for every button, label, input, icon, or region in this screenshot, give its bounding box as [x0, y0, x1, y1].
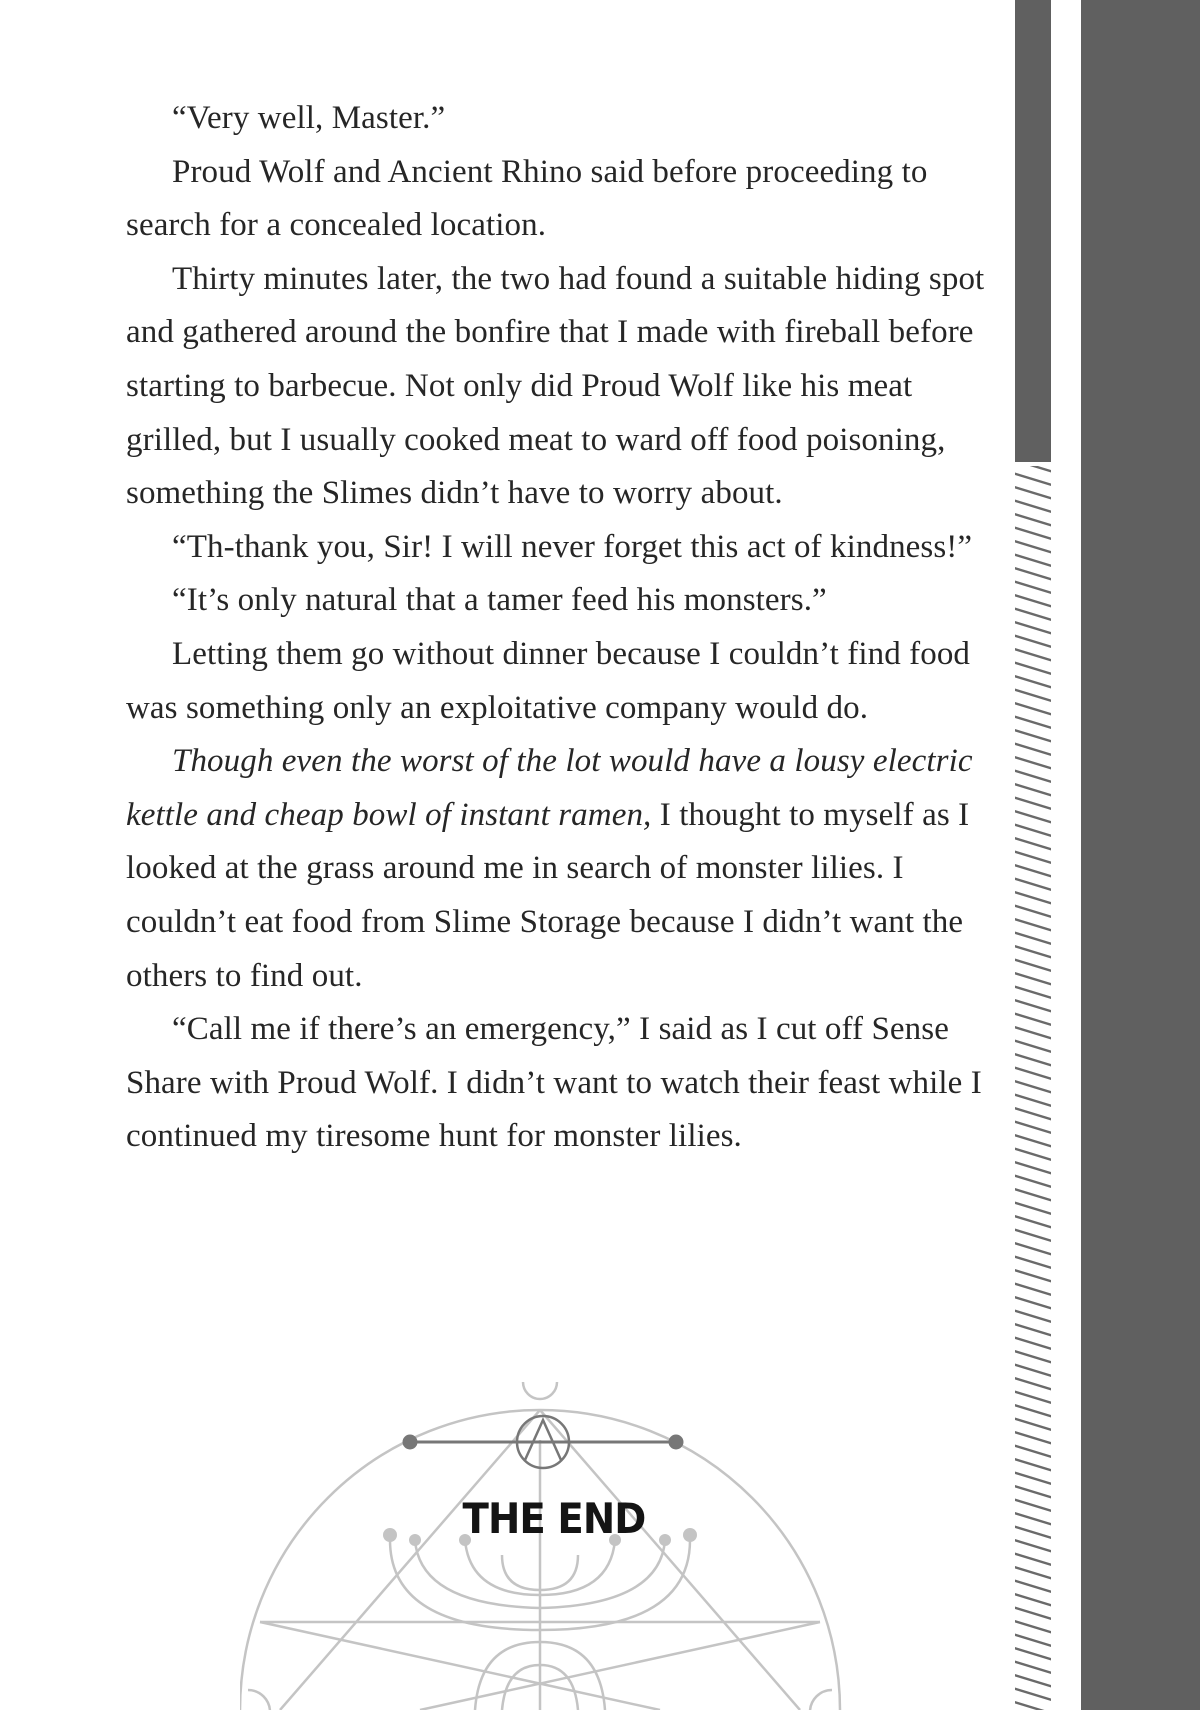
paragraph: Thirty minutes later, the two had found a suitable hiding spot and gathered around the bonfire that I made with fireball before starting to barbecue. Not only did Proud Wolf like his meat grilled, but I usually cooked meat to ward off food poisoning, something the Slimes didn’t have to worry about.: [126, 260, 985, 512]
paragraph-continuation: I thought to myself as I looked at the grass around me in search of monster lilies. I couldn’t eat food from Slime Storage because I didn’t want the others to find out.: [126, 796, 970, 994]
paragraph: “Call me if there’s an emergency,” I said as I cut off Sense Share with Proud Wolf. I didn’t want to watch their feast while I continued my tiresome hunt for monster lilies.: [126, 1011, 982, 1155]
paragraph: [126, 735, 1006, 1003]
paragraph: Proud Wolf and Ancient Rhino said before proceeding to search for a concealed location.: [126, 153, 928, 244]
page-edge-pattern: [1015, 0, 1200, 1710]
paragraph: Letting them go without dinner because I couldn’t find food was something only an exploitative company would do.: [126, 635, 971, 726]
edge-bar-left-striped: [1015, 466, 1051, 1710]
page-edge-decoration: [1015, 0, 1200, 1710]
edge-bar-left-solid: [1015, 0, 1051, 462]
magic-circle-emblem: [240, 1380, 860, 1710]
inner-thought-italic: Though even the worst of the lot would have a lousy electric kettle and cheap bowl of instant ramen,: [126, 743, 973, 833]
paragraph: “Th-thank you, Sir! I will never forget this act of kindness!”: [172, 528, 973, 565]
edge-bar-right-solid: [1081, 0, 1200, 1710]
the-end-heading: THE END: [462, 1494, 646, 1543]
magic-circle-icon: [240, 1380, 860, 1710]
paragraph: “Very well, Master.”: [172, 100, 446, 136]
paragraph: “It’s only natural that a tamer feed his monsters.”: [172, 582, 827, 619]
story-text: [126, 92, 1006, 1164]
